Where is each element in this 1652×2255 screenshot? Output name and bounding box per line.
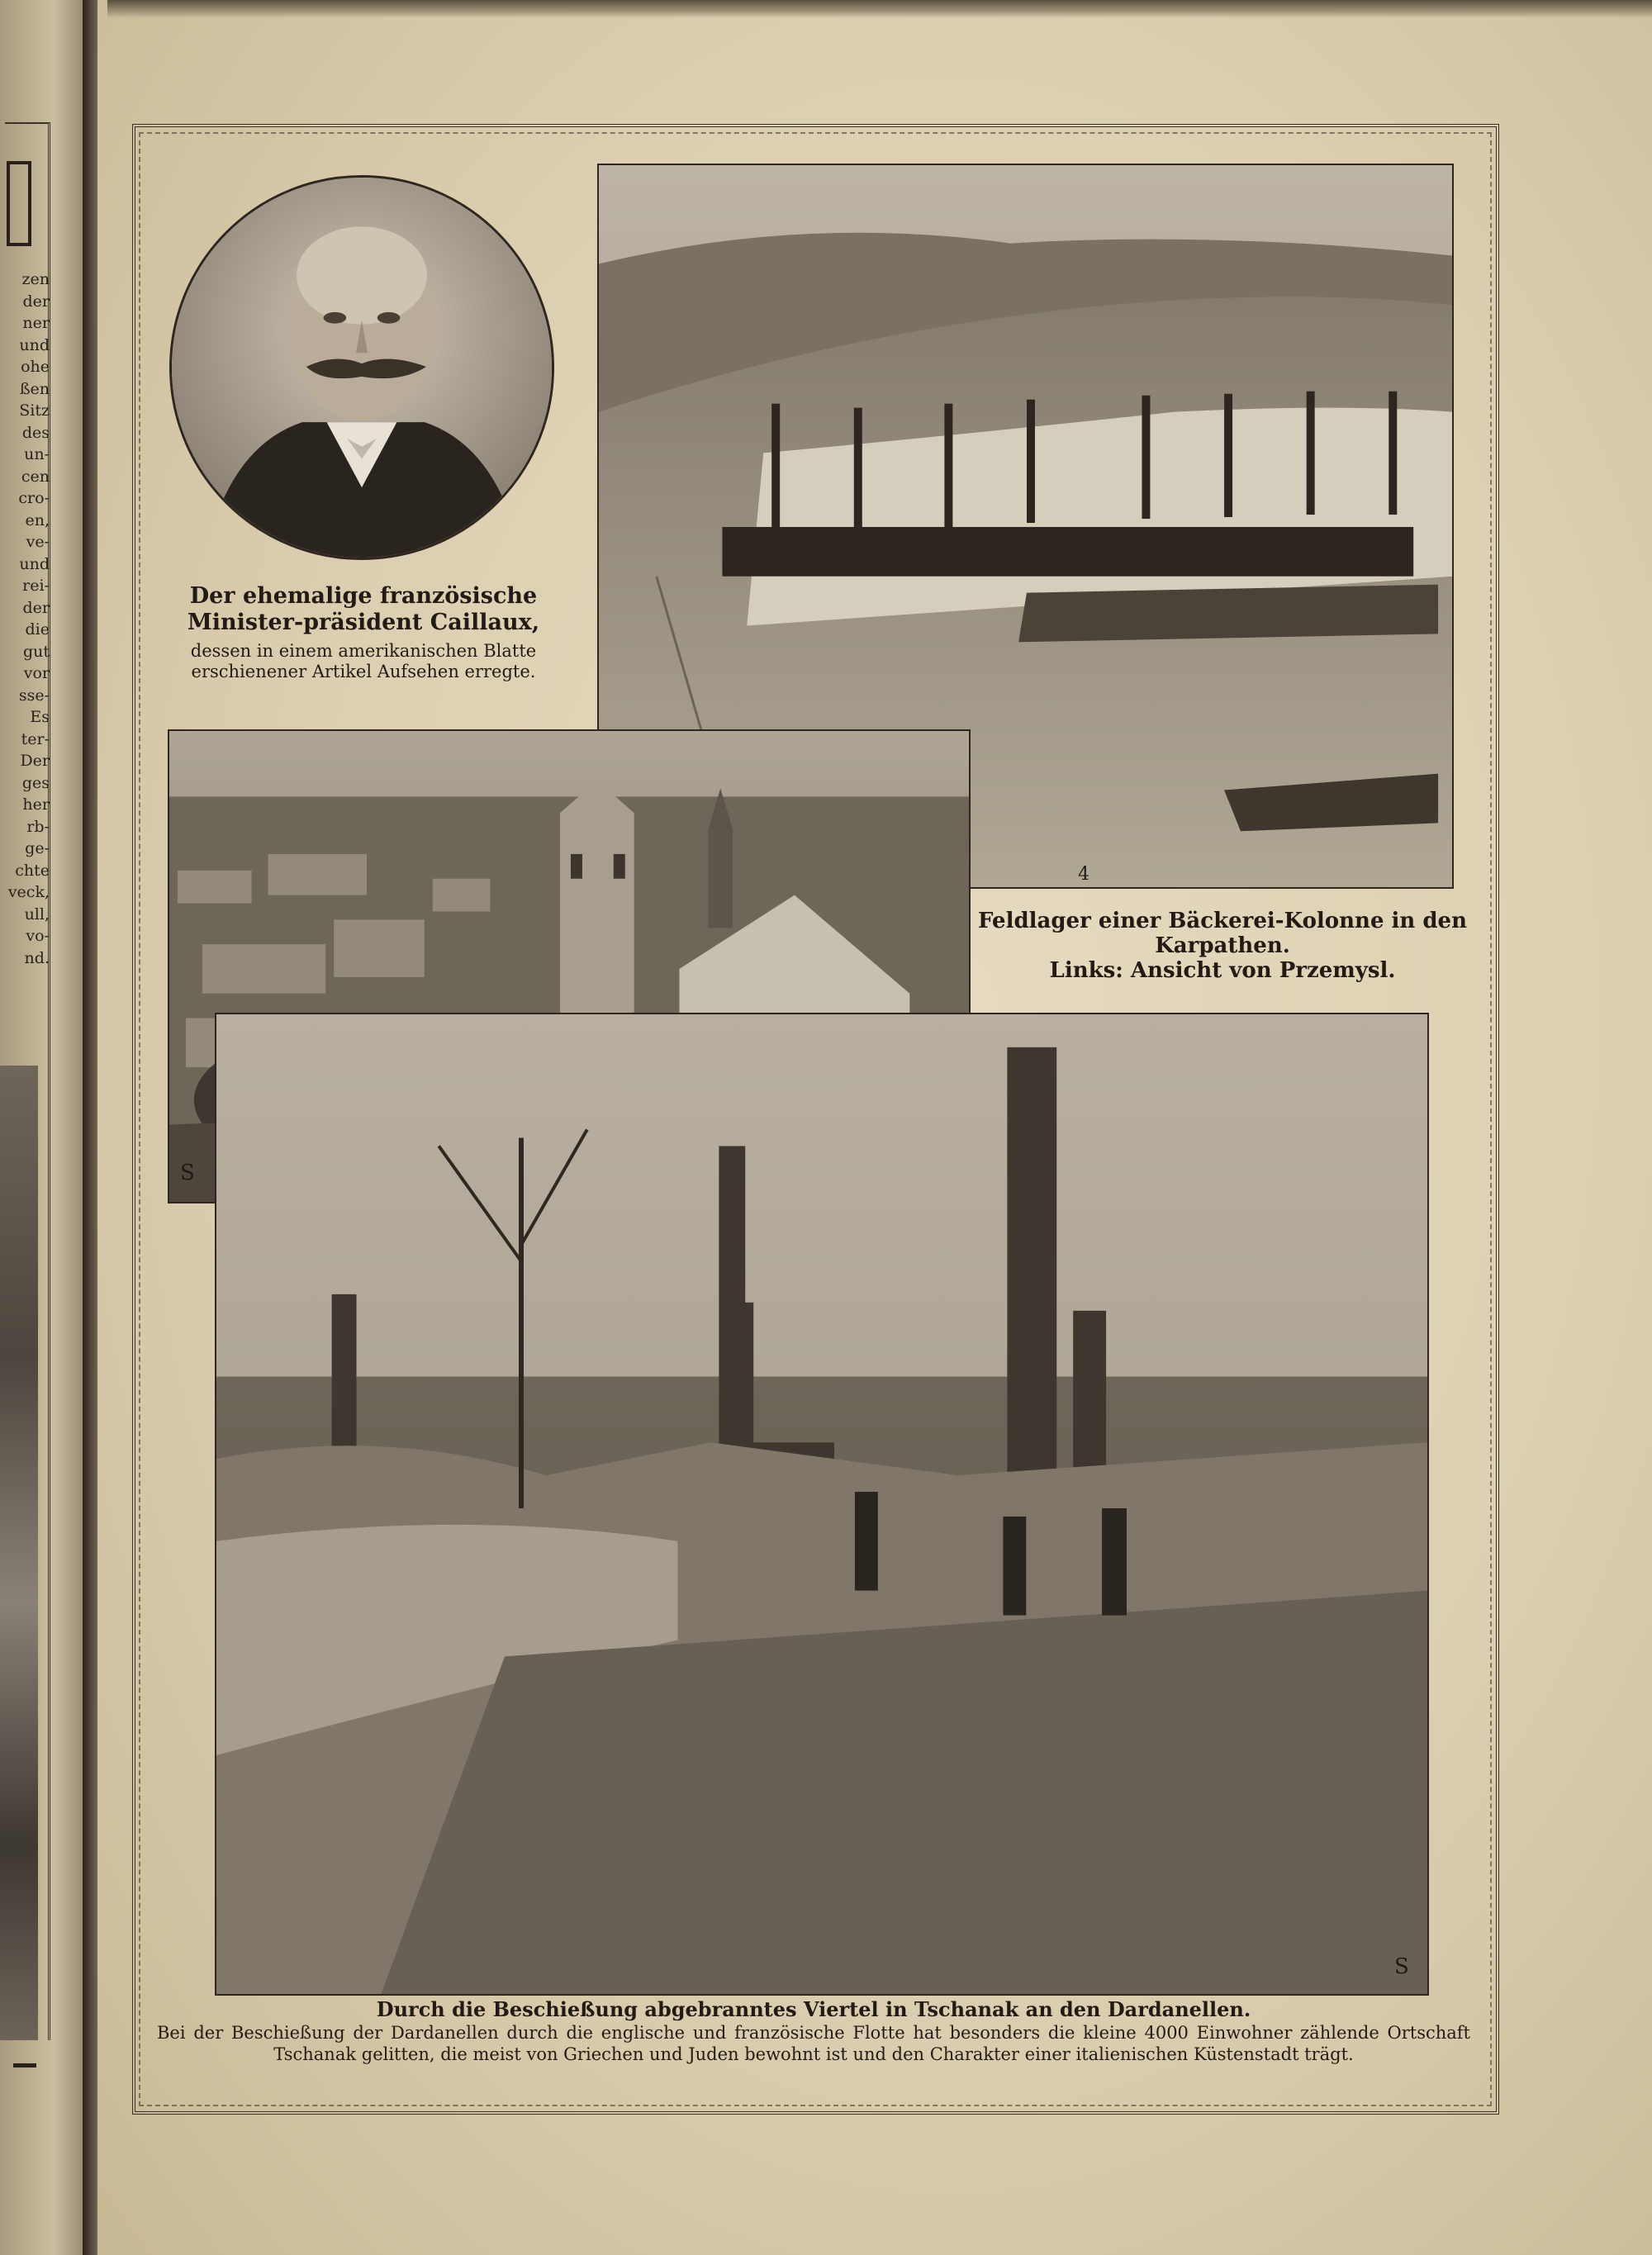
left-page-edge	[0, 0, 89, 2255]
ruins-caption-title: Durch die Beschießung abgebranntes Viertel in Tschanak an den Dardanellen.	[376, 1997, 1251, 2021]
left-page-text-line: und	[19, 554, 50, 573]
left-page-text-line: ve-	[26, 533, 50, 551]
left-page-text-line: her	[22, 795, 50, 814]
portrait-caption	[157, 583, 570, 682]
left-page-text-line: chte	[15, 861, 50, 880]
bakery-caption-subtitle: Links: Ansicht von Przemysl.	[1049, 958, 1396, 983]
left-page-text-line: vor	[23, 664, 50, 682]
bakery-caption-title: Feldlager einer Bäckerei-Kolonne in den Karpathen.	[977, 909, 1467, 958]
left-page-text-line: ßen	[19, 379, 50, 398]
bakery-photo-mark: 4	[1078, 864, 1089, 885]
left-page-text-line: veck,	[7, 883, 50, 901]
left-page-text-line: rb-	[26, 817, 50, 836]
left-page-photo-fragment	[0, 1066, 38, 2040]
ruins-photo-mark: S	[1394, 1954, 1409, 1979]
portrait-photo-caillaux	[169, 175, 554, 560]
left-page-text-line: gut	[22, 642, 50, 661]
left-page-text-line: Es	[30, 708, 50, 726]
left-page-text-line: Sitz	[19, 401, 50, 420]
left-page-text-line: rei-	[22, 577, 50, 595]
left-page-text-line: sse-	[18, 686, 50, 705]
ruins-caption	[157, 1997, 1470, 2065]
portrait-caption-body: dessen in einem amerikanischen Blatte erschienener Artikel Aufsehen erregte.	[190, 641, 537, 681]
left-page-text-line: ner	[22, 314, 50, 332]
left-page-text-line: Der	[20, 752, 50, 770]
left-page-box-ornament	[7, 161, 31, 246]
left-page-text-line: ull,	[24, 904, 50, 923]
left-page-dash	[13, 2063, 36, 2067]
left-page-text-line: ter-	[21, 729, 50, 748]
left-page-text-line: ohe	[21, 358, 50, 376]
left-page-text-line: des	[21, 423, 50, 442]
bakery-caption	[975, 909, 1470, 983]
left-page-text-line: nd.	[24, 948, 50, 967]
portrait-caption-title: Der ehemalige französische Minister-präsident Caillaux,	[187, 583, 540, 635]
left-page-text-line: zen	[21, 270, 50, 288]
left-page-text-line: un-	[24, 445, 50, 463]
left-page-text-line: cro-	[18, 489, 50, 507]
left-page-text-line: der	[22, 598, 50, 617]
left-page-text-line: der	[22, 292, 50, 311]
left-page-text-line: ges	[21, 773, 50, 792]
ruins-caption-body: Bei der Beschießung der Dardanellen durch die englische und französische Flotte hat besonders die kleine 4000 Einwohner zählende Ortschaft Tschanak gelitten, die meist von Griechen und Juden bewohnt ist und den Charakter einer italienischen Küstenstadt trägt.	[157, 2023, 1470, 2064]
left-page-text-line: und	[19, 335, 50, 354]
left-page-text-line: ge-	[25, 839, 50, 857]
left-page-text-line: die	[25, 620, 50, 639]
tschanak-ruins-photo	[215, 1013, 1429, 1996]
page-top-edge	[107, 0, 1652, 18]
left-page-text-line: cen	[21, 467, 50, 486]
left-page-text-column	[3, 268, 50, 969]
left-page-text-line: vo-	[26, 927, 50, 945]
city-photo-mark: S	[180, 1161, 195, 1185]
left-page-text-line: en,	[25, 510, 50, 529]
